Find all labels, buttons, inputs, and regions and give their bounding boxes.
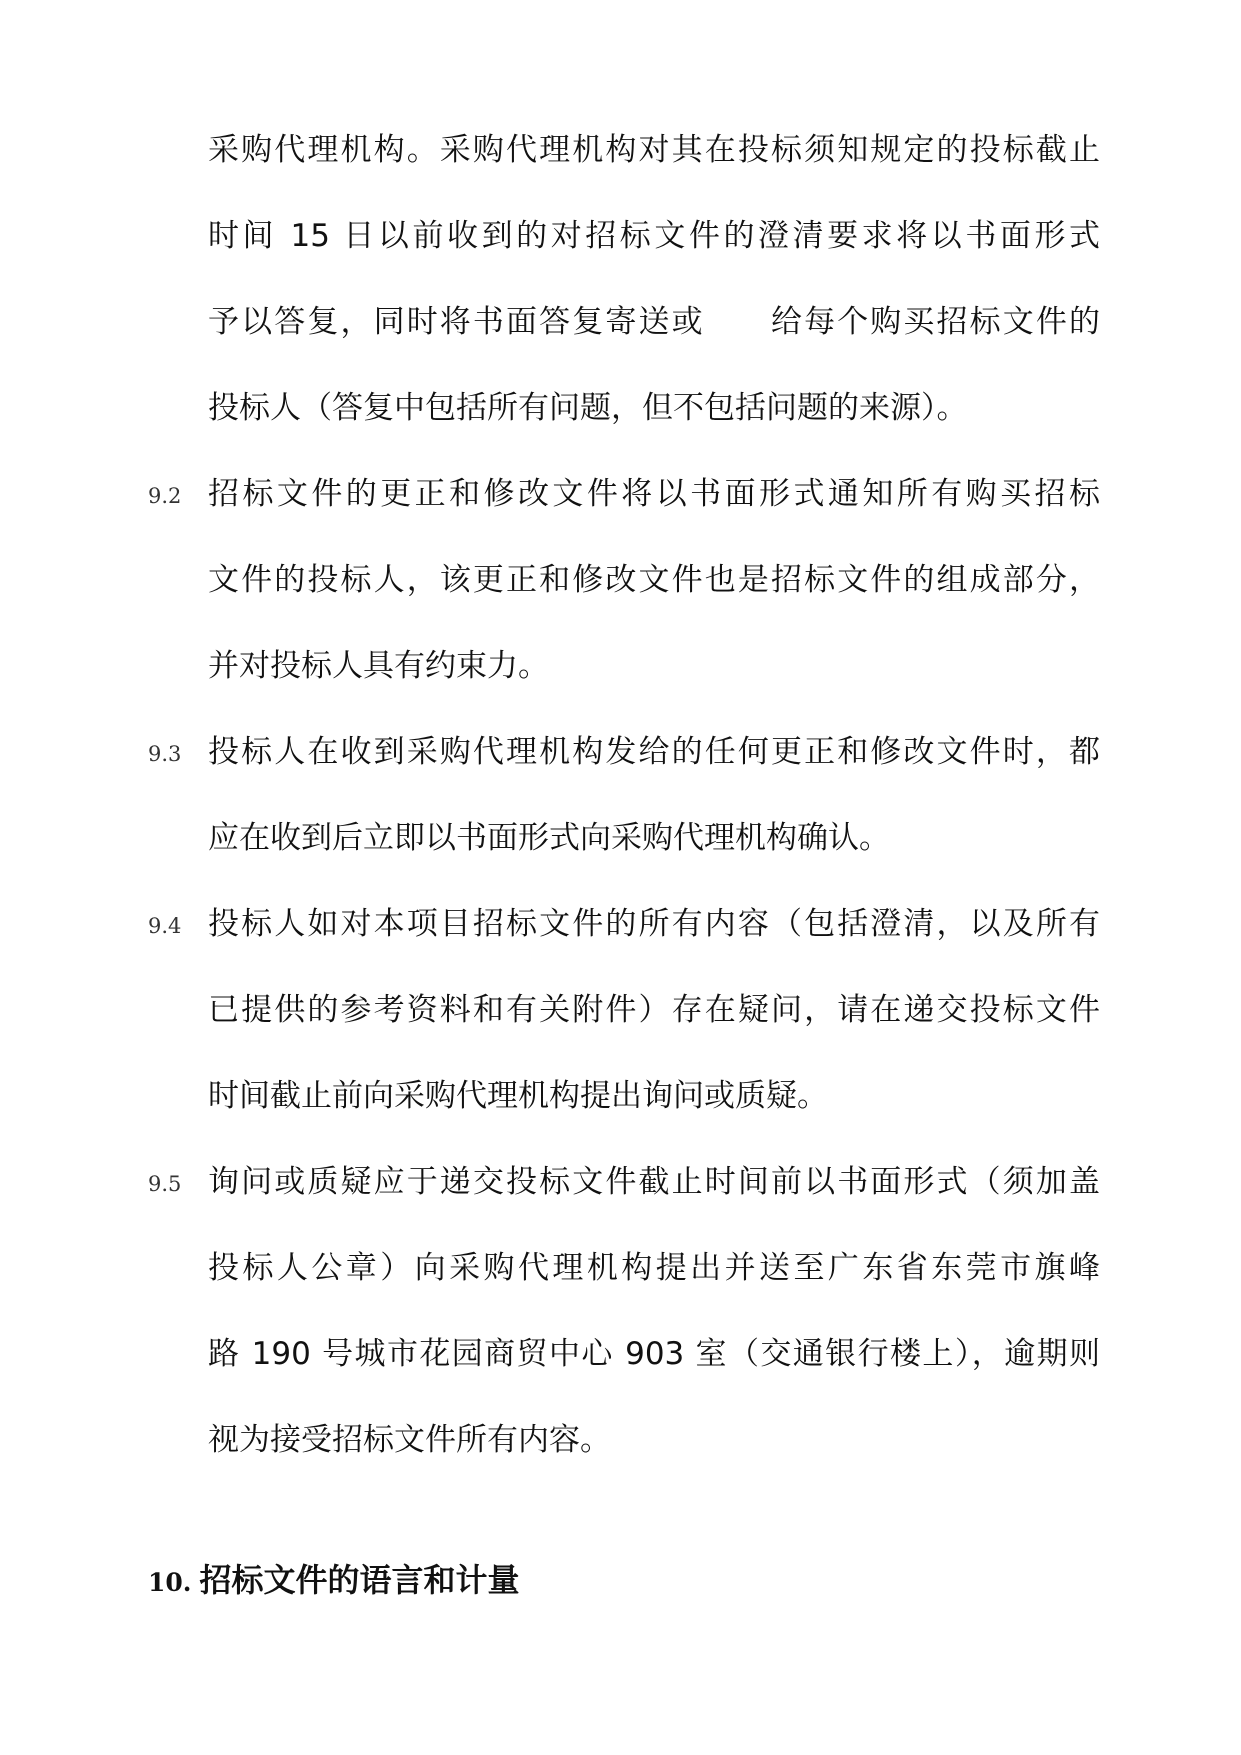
para-9-2-number: 9.2	[148, 484, 182, 508]
para-9-2-line-1: 招标文件的更正和修改文件将以书面形式通知所有购买招标	[208, 476, 1100, 512]
para-9-1-line-3: 予以答复，同时将书面答复寄送或 给每个购买招标文件的	[208, 304, 1100, 340]
para-9-3-line-1: 投标人在收到采购代理机构发给的任何更正和修改文件时，都	[208, 734, 1100, 770]
para-9-1-line-4: 投标人（答复中包括所有问题，但不包括问题的来源）。	[208, 390, 968, 426]
para-9-5-line-2: 投标人公章）向采购代理机构提出并送至广东省东莞市旗峰	[208, 1250, 1100, 1286]
para-9-4-number: 9.4	[148, 914, 182, 938]
para-9-5-line-4: 视为接受招标文件所有内容。	[208, 1422, 611, 1458]
section-10-number: 10.	[148, 1568, 192, 1597]
para-9-5-line-3: 路 190 号城市花园商贸中心 903 室（交通银行楼上），逾期则	[208, 1336, 1100, 1372]
para-9-1-line-1: 采购代理机构。采购代理机构对其在投标须知规定的投标截止	[208, 132, 1100, 168]
para-9-4-line-3: 时间截止前向采购代理机构提出询问或质疑。	[208, 1078, 828, 1114]
para-9-2-line-3: 并对投标人具有约束力。	[208, 648, 549, 684]
section-10-heading	[148, 1552, 520, 1608]
para-9-3-number: 9.3	[148, 742, 182, 766]
para-9-2-line-2: 文件的投标人，该更正和修改文件也是招标文件的组成部分，	[208, 562, 1100, 598]
para-9-4-line-1: 投标人如对本项目招标文件的所有内容（包括澄清，以及所有	[208, 906, 1100, 942]
para-9-5-number: 9.5	[148, 1172, 182, 1196]
para-9-3-line-2: 应在收到后立即以书面形式向采购代理机构确认。	[208, 820, 890, 856]
section-10-title: 招标文件的语言和计量	[199, 1561, 520, 1599]
para-9-4-line-2: 已提供的参考资料和有关附件）存在疑问，请在递交投标文件	[208, 992, 1100, 1028]
para-9-1-line-2: 时间 15 日以前收到的对招标文件的澄清要求将以书面形式	[208, 218, 1100, 254]
para-9-5-line-1: 询问或质疑应于递交投标文件截止时间前以书面形式（须加盖	[208, 1164, 1100, 1200]
